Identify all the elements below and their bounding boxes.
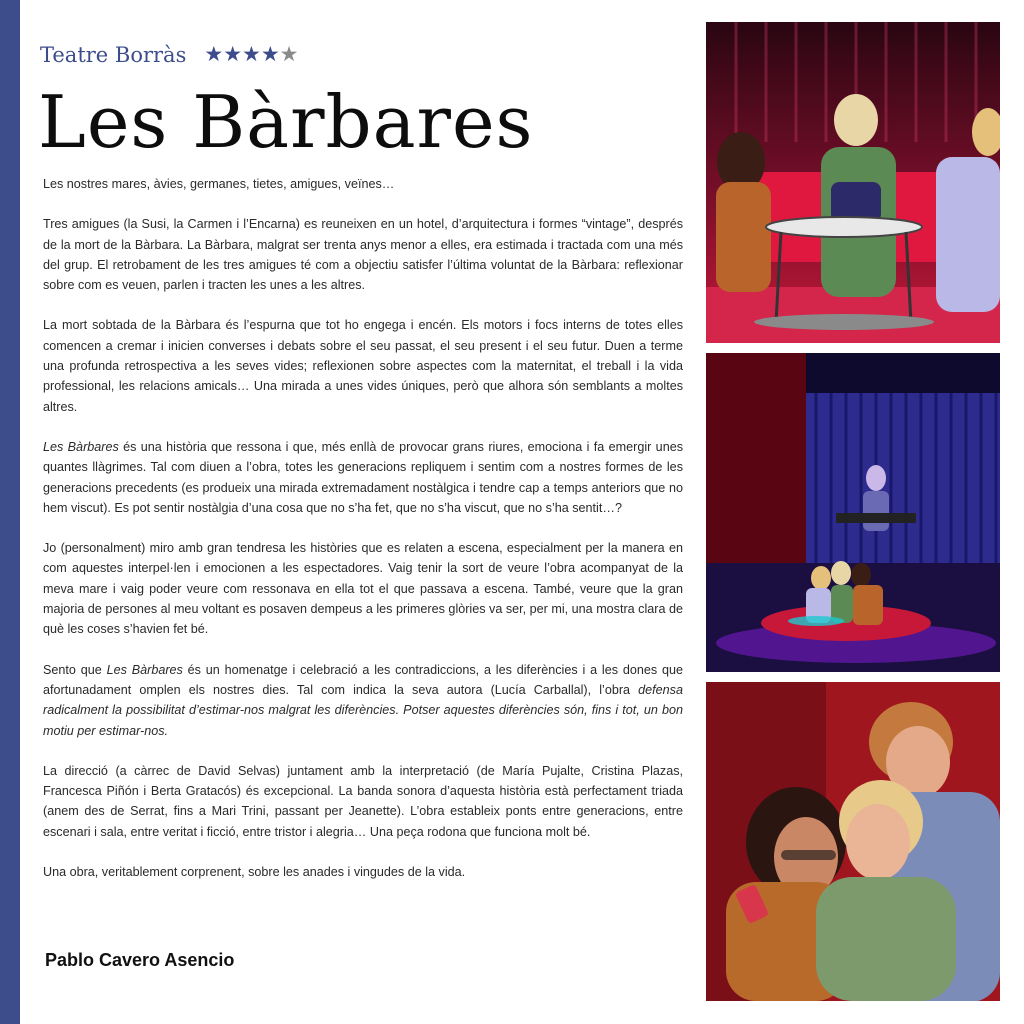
photo-sofa-illustration [706, 22, 1000, 343]
star-filled-icon: ★ [242, 43, 261, 66]
paragraph-4 [43, 437, 683, 518]
venue-name: Teatre Borràs [40, 42, 187, 67]
star-empty-icon: ★ [279, 43, 299, 66]
paragraph-2: Tres amigues (la Susi, la Carmen i l’Encarna) es reuneixen en un hotel, d’arquitectura i formes “vintage”, després de la mort de la Bàrbara. La Bàrbara, malgrat ser trenta anys menor a elles, era estimada i tractada com una més del grup. El retrobament de les tres amigues té com a objectiu satisfer l’última voluntat de la Bàrbara: reflexionar sobre com es veuen, parlen i tracten les unes a les altres. [43, 217, 683, 293]
paragraph-6 [43, 660, 683, 741]
quote-italic: defensa radicalment la possibilitat d’estimar-nos malgrat les diferències. Potser aquestes diferències són, fins i tot, un bon motiu per estimar-nos. [43, 682, 683, 738]
paragraph-4-text: és una història que ressona i que, més enllà de provocar grans riures, emociona i fa emergir unes quantes llàgrimes. Tal com diuen a l’obra, totes les generacions repliquem i sentim com a nostres formes de les generacions precedents (es produeix una mirada extremadament nostàlgica i tendre cap a temps anteriors que no hem viscut). Es pot sentir nostàlgia d’una cosa que no s’ha fet, que no s’ha viscut, que no s’ha sentit…? [43, 439, 683, 515]
photo-closeup-illustration [706, 682, 1000, 1001]
star-rating [204, 42, 298, 67]
stage-photo-phone-closeup [706, 682, 1000, 1001]
paragraph-3: La mort sobtada de la Bàrbara és l’espurna que tot ho engega i encén. Els motors i focs interns de totes elles comencen a cremar i inicien converses i debats sobre el seu passat, el seu present i el seu futur. Duen a terme una profunda retrospectiva a les seves vides; reflexionen sobre aspectes com la maternitat, el treball i la vida professional, les relacions amicals… Una mirada a unes vides úniques, però que alhora són semblants a moltes altres. [43, 318, 683, 414]
play-title-italic: Les Bàrbares [106, 662, 183, 677]
paragraph-6-text-b: és un homenatge i celebració a les contradiccions, a les diferències i a les dones que afortunadament omplen els nostres dies. Tal com indica la seva autora (Lucía Carballal), l’obra [43, 662, 684, 697]
paragraph-7: La direcció (a càrrec de David Selvas) juntament amb la interpretació (de María Pujalte, Cristina Plazas, Francesca Piñón i Berta Gratacós) és excepcional. La banda sonora d’aquesta història està perfectament triada (anem des de Serrat, fins a Mari Trini, passant per Jeanette). L’obra estableix ponts entre generacions, entre escenari i sala, entre veritat i ficció, entre tristor i alegria… Una peça rodona que funciona molt bé. [43, 763, 683, 839]
photo-blue-set-illustration [706, 353, 1000, 672]
play-title-italic: Les Bàrbares [43, 439, 119, 454]
stage-photo-blue-set [706, 353, 1000, 672]
stage-photo-sofa-scene [706, 22, 1000, 343]
paragraph-8: Una obra, veritablement corprenent, sobre les anades i vingudes de la vida. [43, 865, 466, 880]
paragraph-1: Les nostres mares, àvies, germanes, tietes, amigues, veïnes… [43, 177, 395, 191]
paragraph-5: Jo (personalment) miro amb gran tendresa les històries que es relaten a escena, especialment per la manera en com aquestes interpel·len i emocionen a les espectadores. Vaig tenir la sort de veure l’obra acompanyat de la meva mare i vaig poder veure com ressonava en ella tot el que passava a escena. També, veure que la gran majoria de persones al meu voltant es posaven dempeus a les primeres glòries va ser, per mi, una mostra clara de què les coses s’havien fet bé. [43, 541, 683, 637]
star-filled-icon: ★ [223, 43, 243, 66]
left-accent-bar [0, 0, 20, 1024]
star-filled-icon: ★ [204, 43, 224, 66]
header-row [40, 42, 299, 67]
paragraph-6-text-a: Sento que [43, 662, 107, 677]
page-title: Les Bàrbares [38, 80, 534, 164]
author-name: Pablo Cavero Asencio [45, 950, 235, 970]
article-body [43, 174, 683, 902]
star-filled-icon: ★ [260, 43, 280, 66]
